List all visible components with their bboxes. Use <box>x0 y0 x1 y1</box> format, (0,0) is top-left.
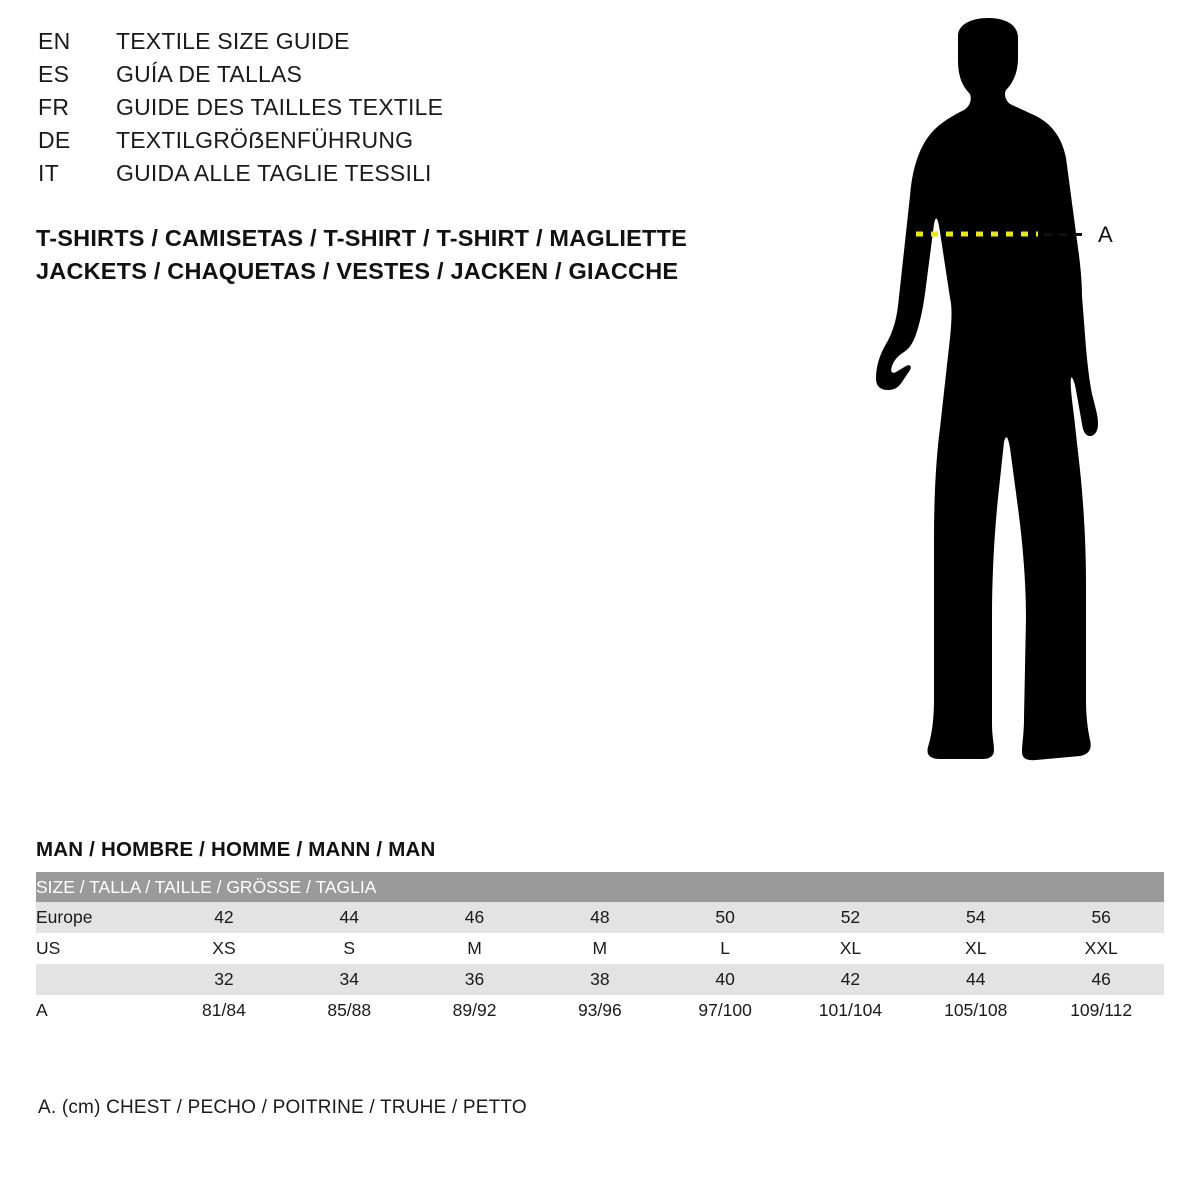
table-heading-man: MAN / HOMBRE / HOMME / MANN / MAN <box>36 838 436 861</box>
language-title-list <box>38 28 758 193</box>
measure-label-a: A <box>1098 222 1114 247</box>
language-title: GUÍA DE TALLAS <box>116 61 303 87</box>
table-row <box>36 933 1164 964</box>
cell-value: 46 <box>1038 964 1164 995</box>
cell-value: XL <box>788 933 913 964</box>
language-title: TEXTILGRÖẞENFÜHRUNG <box>116 127 414 153</box>
cell-value: XL <box>913 933 1038 964</box>
measure-leader-line <box>1044 233 1088 236</box>
category-tshirts: T-SHIRTS / CAMISETAS / T-SHIRT / T-SHIRT / MAGLIETTE <box>36 225 687 251</box>
language-row <box>38 94 758 127</box>
cell-value: 54 <box>913 902 1038 933</box>
cell-value: 44 <box>287 902 412 933</box>
row-label: A <box>36 995 161 1026</box>
language-code: EN <box>38 28 71 54</box>
language-row <box>38 127 758 160</box>
cell-value: 97/100 <box>662 995 787 1026</box>
cell-value: 48 <box>537 902 662 933</box>
cell-value: 50 <box>662 902 787 933</box>
cell-value: L <box>662 933 787 964</box>
cell-value: 105/108 <box>913 995 1038 1026</box>
language-code: DE <box>38 127 71 153</box>
cell-value: 81/84 <box>161 995 286 1026</box>
cell-value: 109/112 <box>1038 995 1164 1026</box>
footnote-chest: A. (cm) CHEST / PECHO / POITRINE / TRUHE / PETTO <box>38 1097 527 1118</box>
language-row <box>38 28 758 61</box>
language-code: ES <box>38 61 70 87</box>
cell-value: S <box>287 933 412 964</box>
cell-value: 89/92 <box>412 995 537 1026</box>
cell-value: M <box>412 933 537 964</box>
language-code: FR <box>38 94 70 120</box>
cell-value: 42 <box>788 964 913 995</box>
cell-value: 46 <box>412 902 537 933</box>
row-label <box>36 964 161 995</box>
cell-value: 42 <box>161 902 286 933</box>
cell-value: 40 <box>662 964 787 995</box>
cell-value: 32 <box>161 964 286 995</box>
cell-value: XXL <box>1038 933 1164 964</box>
cell-value: 85/88 <box>287 995 412 1026</box>
table-row <box>36 995 1164 1026</box>
cell-value: 56 <box>1038 902 1164 933</box>
cell-value: 52 <box>788 902 913 933</box>
table-row <box>36 964 1164 995</box>
language-title: GUIDE DES TAILLES TEXTILE <box>116 94 444 120</box>
cell-value: 36 <box>412 964 537 995</box>
language-title: GUIDA ALLE TAGLIE TESSILI <box>116 160 432 186</box>
cell-value: XS <box>161 933 286 964</box>
cell-value: 101/104 <box>788 995 913 1026</box>
cell-value: M <box>537 933 662 964</box>
body-silhouette-figure <box>840 18 1170 788</box>
size-table <box>36 872 1164 1026</box>
table-row <box>36 902 1164 933</box>
cell-value: 38 <box>537 964 662 995</box>
cell-value: 34 <box>287 964 412 995</box>
row-label: Europe <box>36 902 161 933</box>
garment-category-list <box>36 222 687 288</box>
cell-value: 93/96 <box>537 995 662 1026</box>
language-title: TEXTILE SIZE GUIDE <box>116 28 350 54</box>
size-table-section <box>36 838 1164 1026</box>
language-row <box>38 61 758 94</box>
silhouette-icon <box>840 18 1170 788</box>
language-code: IT <box>38 160 60 186</box>
language-row <box>38 160 758 193</box>
category-jackets: JACKETS / CHAQUETAS / VESTES / JACKEN / GIACCHE <box>36 258 679 284</box>
table-header-label: SIZE / TALLA / TAILLE / GRÖSSE / TAGLIA <box>36 872 1164 902</box>
row-label: US <box>36 933 161 964</box>
cell-value: 44 <box>913 964 1038 995</box>
table-header-row <box>36 872 1164 902</box>
